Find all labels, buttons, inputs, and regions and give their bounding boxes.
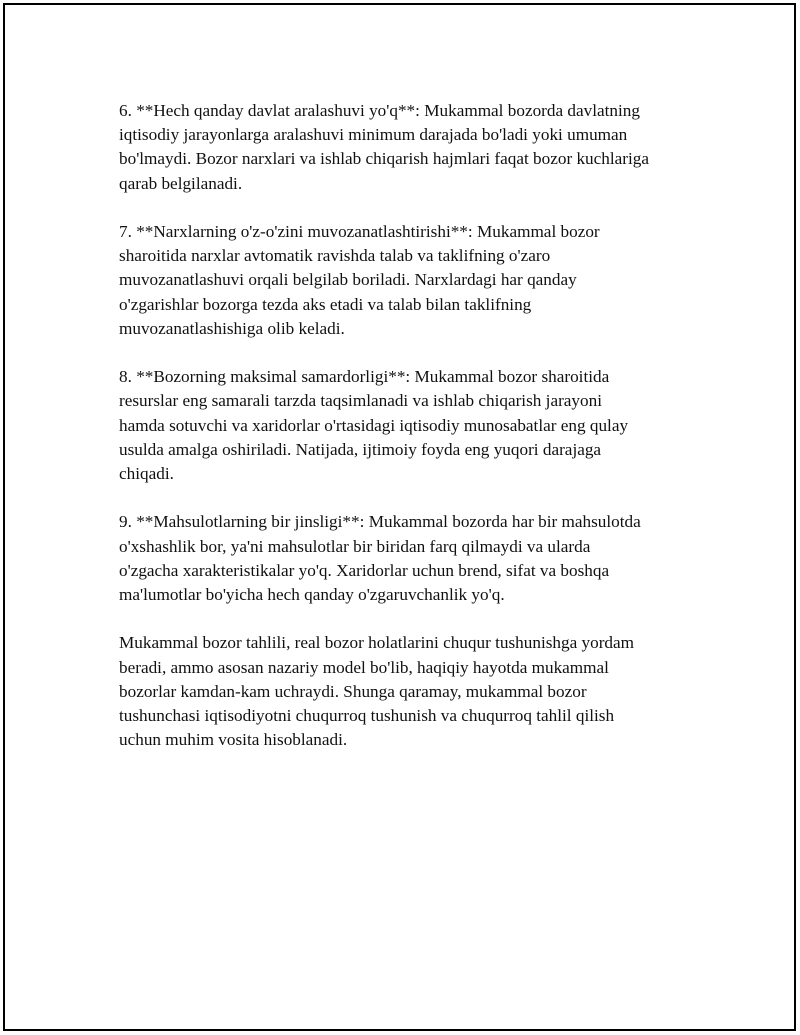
text-line: bo'lmaydi. Bozor narxlari va ishlab chiqarish hajmlari faqat bozor kuchlariga <box>119 149 650 169</box>
text-line: muvozanatlashuvi orqali belgilab boriladi. Narxlardagi har qanday <box>119 270 577 290</box>
text-line: usulda amalga oshiriladi. Natijada, ijtimoiy foyda eng yuqori darajaga <box>119 439 602 459</box>
text-line: 7. **Narxlarning o'z-o'zini muvozanatlashtirishi**: Mukammal bozor <box>119 222 600 241</box>
page-frame <box>3 3 796 1031</box>
text-line: uchun muhim vosita hisoblanadi. <box>119 730 348 750</box>
paragraph-point-9 <box>119 510 699 607</box>
paragraph-point-7 <box>119 220 699 341</box>
text-line: iqtisodiy jarayonlarga aralashuvi minimum darajada bo'ladi yoki umuman <box>119 125 628 145</box>
text-line: beradi, ammo asosan nazariy model bo'lib, haqiqiy hayotda mukammal <box>119 657 609 677</box>
text-line: Mukammal bozor tahlili, real bozor holatlarini chuqur tushunishga yordam <box>119 633 635 653</box>
text-line: 6. **Hech qanday davlat aralashuvi yo'q**: Mukammal bozorda davlatning <box>119 101 640 120</box>
text-line: sharoitida narxlar avtomatik ravishda talab va taklifning o'zaro <box>119 246 551 266</box>
text-line: o'xshashlik bor, ya'ni mahsulotlar bir biridan farq qilmaydi va ularda <box>119 536 591 556</box>
text-line: hamda sotuvchi va xaridorlar o'rtasidagi iqtisodiy munosabatlar eng qulay <box>119 415 629 435</box>
paragraph-point-6 <box>119 99 699 196</box>
text-line: muvozanatlashishiga olib keladi. <box>119 318 345 338</box>
text-line: resurslar eng samarali tarzda taqsimlanadi va ishlab chiqarish jarayoni <box>119 391 602 411</box>
text-line: o'zgacha xarakteristikalar yo'q. Xaridorlar uchun brend, sifat va boshqa <box>119 560 610 580</box>
text-line: 8. **Bozorning maksimal samardorligi**: Mukammal bozor sharoitida <box>119 367 610 387</box>
document-body <box>119 99 699 752</box>
text-line: chiqadi. <box>119 464 174 484</box>
paragraph-point-8 <box>119 365 699 486</box>
text-line: 9. **Mahsulotlarning bir jinsligi**: Mukammal bozorda har bir mahsulotda <box>119 512 641 532</box>
text-line: qarab belgilanadi. <box>119 173 243 193</box>
text-line: tushunchasi iqtisodiyotni chuqurroq tushunish va chuqurroq tahlil qilish <box>119 706 615 726</box>
text-line: bozorlar kamdan-kam uchraydi. Shunga qaramay, mukammal bozor <box>119 681 587 701</box>
text-line: ma'lumotlar bo'yicha hech qanday o'zgaruvchanlik yo'q. <box>119 585 505 605</box>
paragraph-conclusion <box>119 631 699 752</box>
text-line: o'zgarishlar bozorga tezda aks etadi va talab bilan taklifning <box>119 294 532 314</box>
